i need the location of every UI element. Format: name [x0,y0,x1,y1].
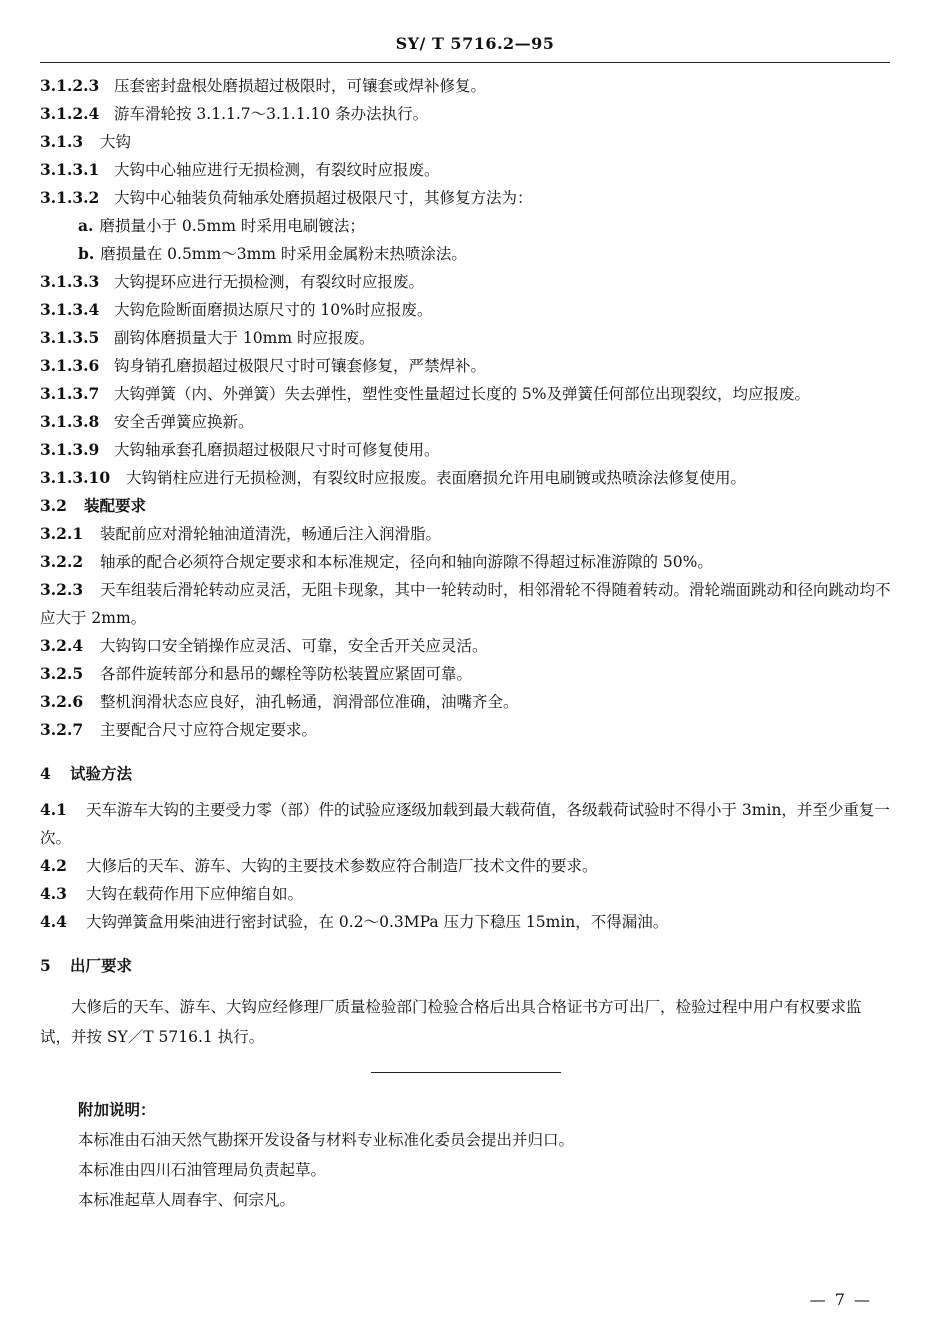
clause-text: 大钩 [100,133,132,151]
clause-text: 压套密封盘根处磨损超过极限时，可镶套或焊补修复。 [114,77,487,95]
section-4-heading [40,760,892,788]
clause-number: 3.1.3.6 [40,356,100,375]
clause-text: 大钩提环应进行无损检测，有裂纹时应报废。 [114,273,425,291]
clause-number: 3.2.7 [40,720,84,739]
clause-number: 3.1.3.4 [40,300,100,319]
section-title: 装配要求 [84,496,147,515]
clause-number: 3.2.1 [40,524,84,543]
sub-item-label: a. [78,216,94,235]
clause-number: 4.1 [40,800,67,819]
section-title: 出厂要求 [70,956,133,975]
clause-3-2-7 [40,716,892,744]
clause-text: 大钩中心轴应进行无损检测，有裂纹时应报废。 [114,161,440,179]
clause-text: 钩身销孔磨损超过极限尺寸时可镶套修复，严禁焊补。 [114,357,487,375]
clause-3-2-4 [40,632,892,660]
clause-number: 3.2.5 [40,664,84,683]
clause-number: 3.1.3.3 [40,272,100,291]
sub-item-b [40,240,892,268]
clause-number: 4.3 [40,884,67,903]
clause-text: 轴承的配合必须符合规定要求和本标准规定，径向和轴向游隙不得超过标准游隙的 50%。 [100,553,713,571]
clause-text: 各部件旋转部分和悬吊的螺栓等防松装置应紧固可靠。 [100,665,473,683]
clause-number: 3.1.3.7 [40,384,100,403]
clause-number: 3.1.3.8 [40,412,100,431]
sub-item-text: 磨损量小于 0.5mm 时采用电刷镀法； [99,217,365,235]
clause-3-1-3-3 [40,268,892,296]
clause-3-2-3 [40,576,892,632]
notes-title: 附加说明： [78,1100,156,1119]
clause-number: 3.1.3.5 [40,328,100,347]
clause-text: 大钩钩口安全销操作应灵活、可靠，安全舌开关应灵活。 [100,637,488,655]
end-divider [371,1072,561,1073]
clause-number: 3.1.3.1 [40,160,100,179]
clause-number: 4.2 [40,856,67,875]
section-5-paragraph: 大修后的天车、游车、大钩应经修理厂质量检验部门检验合格后出具合格证书方可出厂，检验过程中用户有权要求监试，并按 SY／T 5716.1 执行。 [40,998,862,1046]
clause-number: 3.2.4 [40,636,84,655]
clause-3-2-5 [40,660,892,688]
clause-3-1-3-10 [40,464,892,492]
clause-number: 4.4 [40,912,67,931]
sub-item-text: 磨损量在 0.5mm～3mm 时采用金属粉末热喷涂法。 [100,245,467,263]
clause-3-2-1 [40,520,892,548]
clause-text: 游车滑轮按 3.1.1.7～3.1.1.10 条办法执行。 [114,105,429,123]
clause-3-1-3-5 [40,324,892,352]
clause-number: 3.2.6 [40,692,84,711]
clause-text: 副钩体磨损量大于 10mm 时应报废。 [114,329,375,347]
clause-4-3 [40,880,892,908]
clause-4-2 [40,852,892,880]
section-3-2-heading [40,492,892,520]
section-number: 4 [40,764,51,783]
document-body [40,72,892,1215]
clause-text: 大钩中心轴装负荷轴承处磨损超过极限尺寸，其修复方法为： [114,189,533,207]
clause-text: 大修后的天车、游车、大钩的主要技术参数应符合制造厂技术文件的要求。 [86,857,598,875]
clause-number: 3.1.3.9 [40,440,100,459]
section-number: 5 [40,956,51,975]
clause-3-1-3-7 [40,380,892,408]
clause-3-1-2-4 [40,100,892,128]
clause-3-1-3-4 [40,296,892,324]
clause-3-1-3-6 [40,352,892,380]
clause-text: 大钩轴承套孔磨损超过极限尺寸时可修复使用。 [114,441,440,459]
clause-3-1-2-3 [40,72,892,100]
section-5-heading [40,952,892,980]
sub-item-label: b. [78,244,95,263]
clause-3-1-3-2 [40,184,892,212]
clause-number: 3.1.2.4 [40,104,100,123]
document-header: SY/ T 5716.2—95 [395,34,555,53]
sub-item-a [40,212,892,240]
clause-number: 3.1.2.3 [40,76,100,95]
page-number: — 7 — [809,1290,872,1309]
clause-text: 大钩弹簧（内、外弹簧）失去弹性，塑性变性量超过长度的 5%及弹簧任何部位出现裂纹，均应报废。 [114,385,811,403]
clause-text: 大钩销柱应进行无损检测，有裂纹时应报废。表面磨损允许用电刷镀或热喷涂法修复使用。 [126,469,747,487]
clause-number: 3.1.3 [40,132,84,151]
clause-text: 天车游车大钩的主要受力零（部）件的试验应逐级加载到最大载荷值，各级载荷试验时不得小于 3min，并至少重复一次。 [40,801,890,847]
notes-line: 本标准由石油天然气勘探开发设备与材料专业标准化委员会提出并归口。 [78,1131,575,1149]
clause-number: 3.1.3.10 [40,468,111,487]
clause-text: 大钩弹簧盒用柴油进行密封试验，在 0.2～0.3MPa 压力下稳压 15min，不得漏油。 [86,913,669,931]
clause-number: 3.1.3.2 [40,188,100,207]
clause-text: 整机润滑状态应良好，油孔畅通，润滑部位准确，油嘴齐全。 [100,693,519,711]
clause-text: 大钩危险断面磨损达原尺寸的 10%时应报废。 [114,301,433,319]
clause-4-1 [40,796,892,852]
clause-text: 装配前应对滑轮轴油道清洗，畅通后注入润滑脂。 [100,525,442,543]
clause-text: 安全舌弹簧应换新。 [114,413,254,431]
clause-text: 大钩在载荷作用下应伸缩自如。 [86,885,304,903]
clause-3-1-3-9 [40,436,892,464]
clause-text: 主要配合尺寸应符合规定要求。 [100,721,318,739]
clause-number: 3.2.3 [40,580,84,599]
section-number: 3.2 [40,496,67,515]
clause-3-1-3-8 [40,408,892,436]
additional-notes [40,1095,892,1215]
section-title: 试验方法 [70,764,133,783]
clause-number: 3.2.2 [40,552,84,571]
header-rule [40,62,890,63]
clause-4-4 [40,908,892,936]
notes-line: 本标准起草人周春宇、何宗凡。 [78,1191,296,1209]
clause-3-1-3-1 [40,156,892,184]
clause-3-1-3 [40,128,892,156]
clause-3-2-6 [40,688,892,716]
clause-3-2-2 [40,548,892,576]
clause-text: 天车组装后滑轮转动应灵活，无阻卡现象，其中一轮转动时，相邻滑轮不得随着转动。滑轮端面跳动和径向跳动均不应大于 2mm。 [40,581,891,627]
notes-line: 本标准由四川石油管理局负责起草。 [78,1161,327,1179]
